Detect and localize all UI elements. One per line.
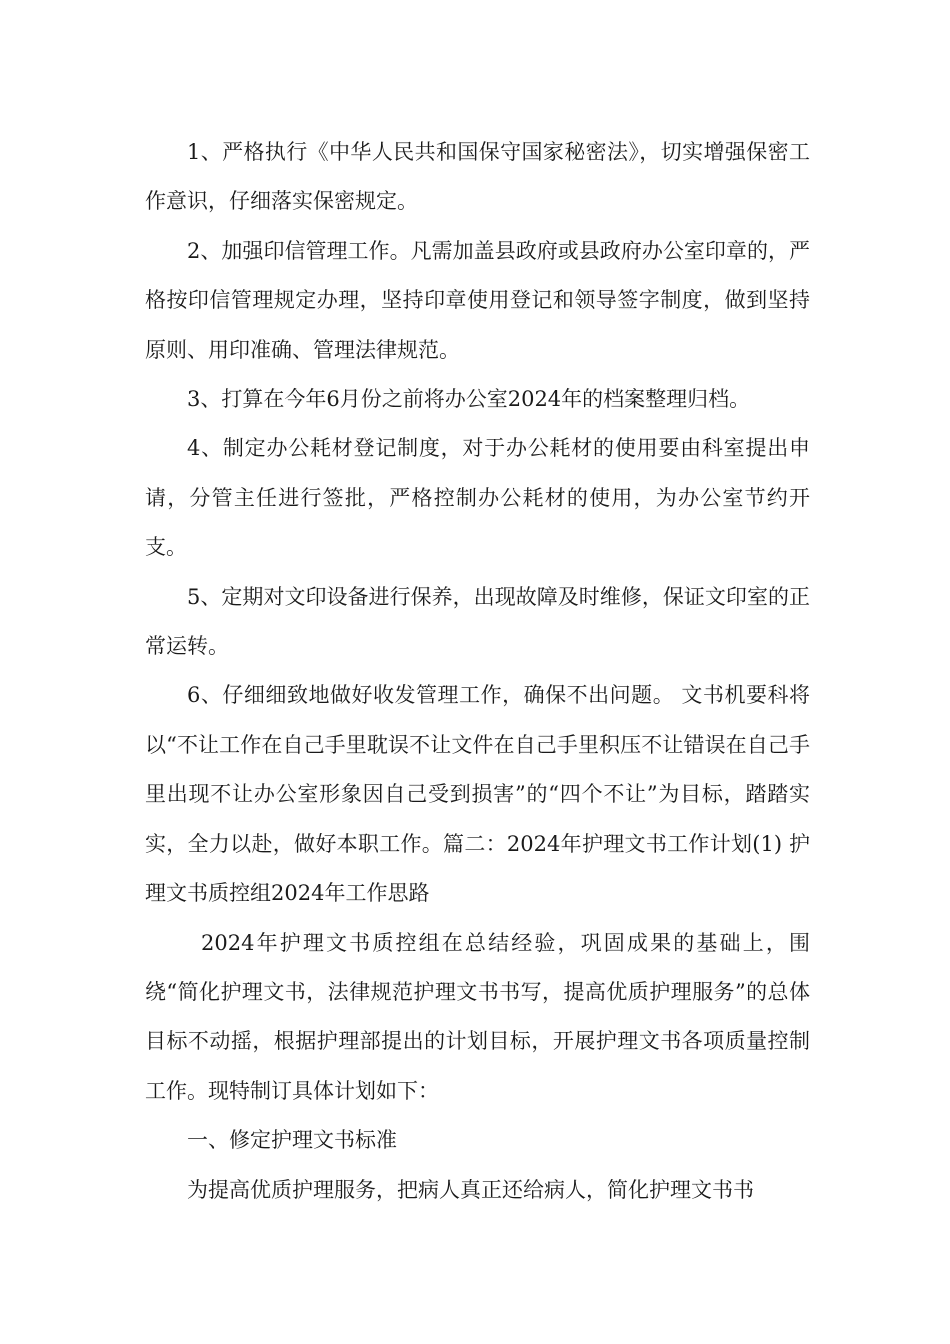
paragraph-5: 5、定期对文印设备进行保养，出现故障及时维修，保证文印室的正常运转。 xyxy=(145,584,810,659)
paragraph-3: 3、打算在今年6月份之前将办公室2024年的档案整理归档。 xyxy=(187,387,751,412)
section-heading: 一、修定护理文书标准 xyxy=(187,1128,397,1153)
paragraph-2: 2、加强印信管理工作。凡需加盖县政府或县政府办公室印章的，严格按印信管理规定办理，坚持印章使用登记和领导签字制度，做到坚持原则、用印准确、管理法律规范。 xyxy=(145,238,810,362)
paragraph-7: 2024年护理文书质控组在总结经验，巩固成果的基础上，围绕“简化护理文书，法律规范护理文书书写，提高优质护理服务”的总体目标不动摇，根据护理部提出的计划目标，开展护理文书各项质量控制工作。现特制订具体计划如下： xyxy=(145,930,810,1103)
paragraph-8: 为提高优质护理服务，把病人真正还给病人，简化护理文书书 xyxy=(187,1177,754,1202)
paragraph-1: 1、严格执行《中华人民共和国保守国家秘密法》，切实增强保密工作意识，仔细落实保密规定。 xyxy=(145,140,810,214)
document-body xyxy=(145,128,810,1215)
paragraph-6: 6、仔细细致地做好收发管理工作，确保不出问题。 文书机要科将以“不让工作在自己手里耽误不让文件在自己手里积压不让错误在自己手里出现不让办公室形象因自己受到损害”的“四个不让”为目标，踏踏实实，全力以赴，做好本职工作。篇二：2024年护理文书工作计划(1) 护理文书质控组2024年工作思路 xyxy=(145,683,810,906)
paragraph-4: 4、制定办公耗材登记制度，对于办公耗材的使用要由科室提出申请，分管主任进行签批，严格控制办公耗材的使用，为办公室节约开支。 xyxy=(145,436,810,560)
